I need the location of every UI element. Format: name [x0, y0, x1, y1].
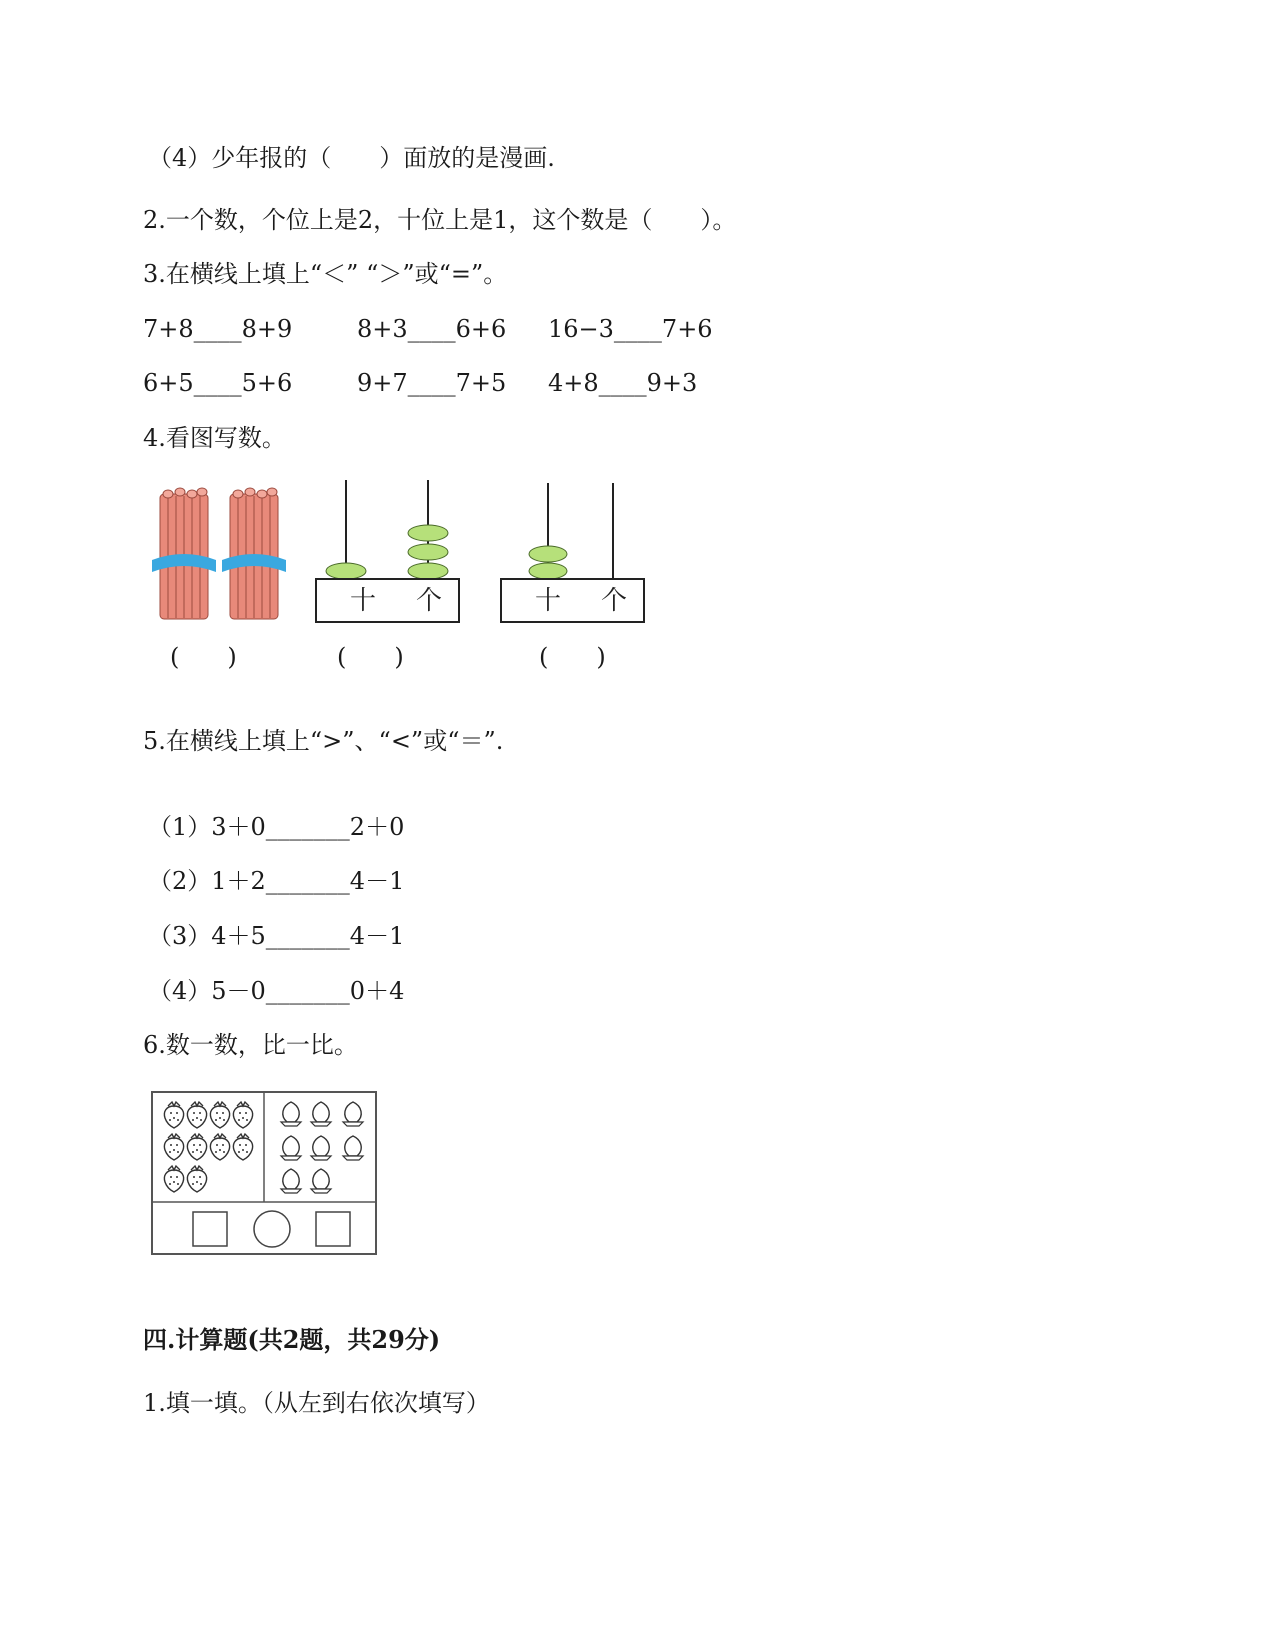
q3-text: 3.在横线上填上“＜” “＞”或“=”。: [143, 260, 508, 288]
q6-text: 6.数一数，比一比。: [143, 1031, 358, 1059]
abacus-tens-label: 十: [349, 586, 377, 616]
answer-blank: ( ): [170, 643, 237, 671]
stick-bundle: [152, 488, 216, 619]
abacus-bead: [326, 563, 366, 579]
abacus-bead: [408, 563, 448, 579]
square-icon: [193, 1212, 227, 1246]
section-heading: 四.计算题(共2题，共29分): [143, 1325, 441, 1354]
s4-q1-text: 1.填一填。（从左到右依次填写）: [143, 1389, 490, 1417]
abacus-bead: [408, 525, 448, 541]
q3-expr: 9+7____7+5: [357, 369, 507, 397]
q3-expr: 6+5____5+6: [143, 369, 293, 397]
abacus-figure-1: [313, 478, 463, 628]
abacus-ones-label: 个: [415, 586, 443, 616]
q3-expr: 8+3____6+6: [357, 315, 507, 343]
q5-item: （4）5－0_______0＋4: [148, 977, 405, 1005]
q4-text: 4.看图写数。: [143, 424, 286, 452]
q5-item: （3）4＋5_______4－1: [148, 922, 405, 950]
abacus-tens-label: 十: [534, 586, 562, 616]
abacus-bead: [529, 546, 567, 562]
q3-expr: 16−3____7+6: [548, 315, 713, 343]
q5-item: （1）3＋0_______2＋0: [148, 813, 405, 841]
stick-bundle: [222, 488, 286, 619]
answer-blank: ( ): [337, 643, 404, 671]
count-compare-figure: [150, 1090, 380, 1258]
q5-text: 5.在横线上填上“>”、“<”或“＝”.: [143, 727, 504, 755]
square-icon: [316, 1212, 350, 1246]
q1-4-text: （4）少年报的（ ）面放的是漫画.: [148, 144, 555, 172]
abacus-bead: [408, 544, 448, 560]
abacus-figure-2: [498, 478, 648, 628]
q3-expr: 4+8____9+3: [548, 369, 698, 397]
q3-expr: 7+8____8+9: [143, 315, 293, 343]
answer-blank: ( ): [539, 643, 606, 671]
stick-bundles-figure: [150, 482, 290, 627]
abacus-bead: [529, 563, 567, 579]
abacus-ones-label: 个: [600, 586, 628, 616]
q5-item: （2）1＋2_______4－1: [148, 867, 405, 895]
q2-text: 2.一个数，个位上是2，十位上是1，这个数是（ ）。: [143, 206, 737, 234]
circle-icon: [254, 1211, 290, 1247]
